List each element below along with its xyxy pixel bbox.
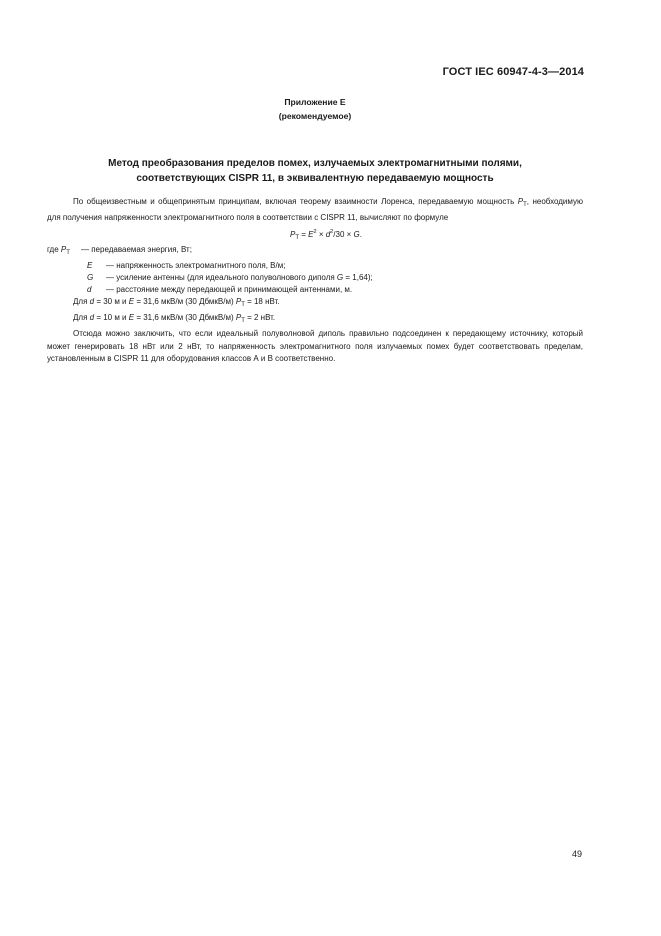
- definition-symbol-p-sub: T: [66, 250, 70, 257]
- formula-times: ×: [316, 229, 326, 239]
- definition-row: [47, 244, 583, 259]
- intro-text-part-1: По общеизвестным и общепринятым принципам, включая теорему взаимности Лоренса, передаваемую мощность: [73, 197, 518, 206]
- formula-exp-e: 2: [313, 228, 317, 235]
- definition-text-g: — усиление антенны (для идеального полуволнового диполя G = 1,64);: [106, 272, 373, 282]
- formula-lhs: P: [289, 229, 296, 239]
- formula-exp-d: 2: [330, 228, 334, 235]
- annex-title-line-1: Метод преобразования пределов помех, излучаемых электромагнитными полями,: [108, 158, 522, 169]
- intro-symbol-p: P: [517, 197, 524, 206]
- formula-eq: =: [299, 229, 309, 239]
- conclusion-paragraph: Отсюда можно заключить, что если идеальный полуволновой диполь правильно подсоединен к передающему источнику, который может генерировать 18 нВт или 2 нВт, то напряженность электромагнитного поля излучаемых помех будет соответствовать пределам, установленным в CISPR 11 для оборудования классов А и В соответственно.: [47, 328, 583, 364]
- page-header-standard-code: ГОСТ IEC 60947-4-3—2014: [442, 66, 584, 78]
- formula-end: .: [359, 229, 363, 239]
- definition-lead-word: где: [47, 245, 59, 255]
- intro-text-part-2: , необходимую для получения напряженности электромагнитного поля в соответствии с CISPR 11, вычисляют по формуле: [47, 197, 583, 222]
- annex-heading: [0, 95, 630, 123]
- definition-symbol-g: G: [87, 272, 94, 282]
- annex-title-line-2: соответствующих CISPR 11, в эквивалентную передаваемую мощность: [136, 172, 494, 184]
- definition-inline-g: G: [336, 272, 344, 282]
- intro-paragraph: [47, 196, 583, 225]
- annex-title: [60, 157, 570, 186]
- formula-g: G: [353, 229, 360, 239]
- definition-row: [47, 260, 583, 272]
- annex-label: Приложение Е: [284, 97, 346, 107]
- definition-row: [47, 284, 583, 296]
- annex-status: (рекомендуемое): [278, 111, 352, 121]
- definition-text-d: — расстояние между передающей и принимающей антеннами, м.: [106, 285, 353, 294]
- definition-text-p: — передаваемая энергия, Вт;: [81, 245, 192, 255]
- intro-subscript-t: T: [523, 202, 527, 208]
- page-number: 49: [571, 849, 582, 859]
- definition-row: [47, 272, 583, 284]
- body-text: [47, 196, 583, 366]
- definition-symbol-d: d: [87, 285, 92, 294]
- definition-symbol-p: P: [60, 245, 67, 255]
- formula-div: /30 ×: [333, 229, 354, 239]
- definition-text-e: — напряженность электромагнитного поля, В/м;: [106, 260, 286, 270]
- definition-symbol-e: E: [87, 260, 93, 270]
- formula-e: E: [308, 229, 314, 239]
- case-line-10m: Для d = 10 м и E = 31,6 мкВ/м (30 ДбмкВ/м) $P_T = 2$ нВт.: [73, 313, 276, 324]
- formula-lhs-sub: T: [295, 234, 299, 241]
- case-line-30m: Для d = 30 м и E = 31,6 мкВ/м (30 ДбмкВ/м) $P_T = 18$ нВт.: [73, 297, 280, 309]
- formula: [47, 226, 583, 245]
- formula-d: d: [325, 229, 331, 239]
- definitions-list: [47, 244, 583, 296]
